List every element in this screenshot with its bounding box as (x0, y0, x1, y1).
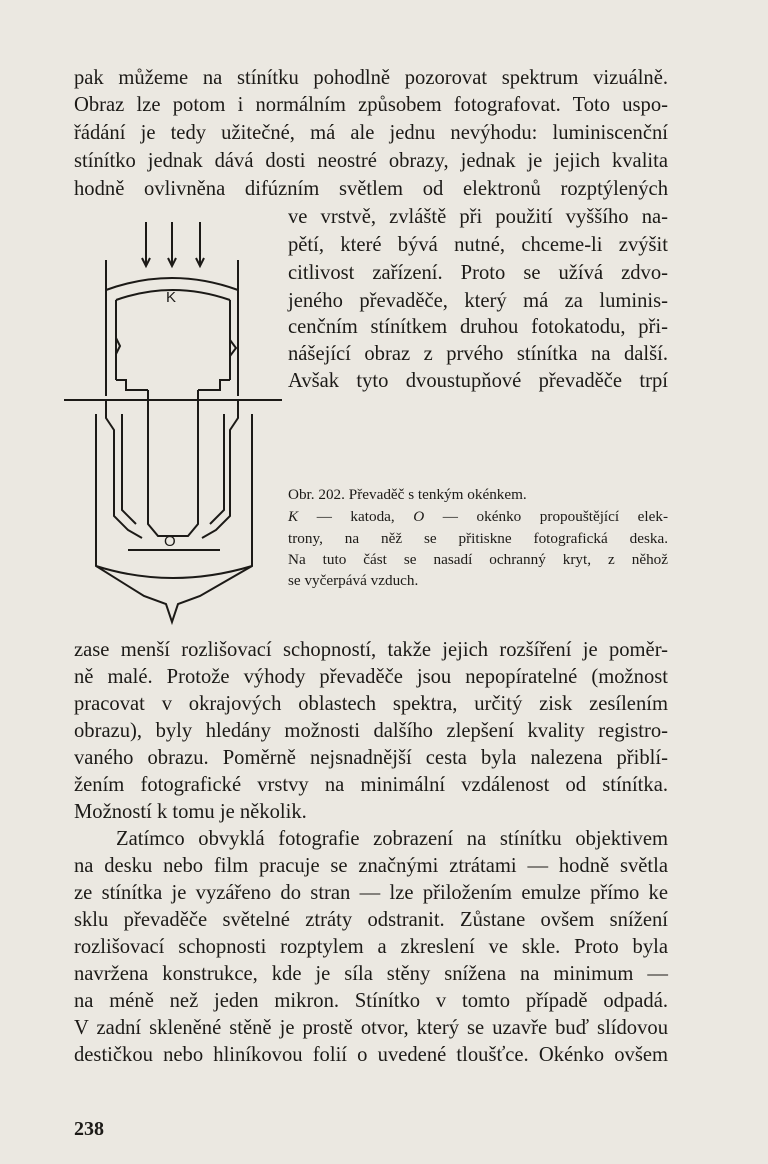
text-line: žením fotografické vrstvy na minimální vzdálenost od stínítka. (74, 774, 668, 796)
text-line: zase menší rozlišovací schopností, takže jejich rozšíření je poměr- (74, 639, 668, 661)
lower-wall-right (202, 400, 238, 538)
text-line: na méně než jeden mikron. Stínítko v tomto případě odpadá. (74, 990, 668, 1012)
text-line: Zatímco obvyklá fotografie zobrazení na stínítku objektivem (116, 828, 668, 850)
text-line: cenčním stínítkem druhou fotokatodu, při- (288, 316, 668, 338)
text-line: rozlišovací schopnosti rozptylem a zkreslení ve skle. Proto byla (74, 936, 668, 958)
caption-line: Na tuto část se nasadí ochranný kryt, z něhož (288, 551, 668, 568)
text-line: pětí, které bývá nutné, chceme-li zvýšit (288, 234, 668, 256)
label-o: O (164, 533, 176, 550)
shoulder-left (116, 380, 148, 390)
text-line: pak můžeme na stínítku pohodlně pozorovat spektrum vizuálně. (74, 67, 668, 89)
text-line: V zadní skleněné stěně je prostě otvor, který se uzavře buď slídovou (74, 1017, 668, 1039)
text-line: hodně ovlivněna difúzním světlem od elektronů rozptýlených (74, 178, 668, 200)
text-line: ze stínítka je vyzářeno do stran — lze přiložením emulze přímo ke (74, 882, 668, 904)
text-line: Možností k tomu je několik. (74, 801, 307, 823)
text-line: sklu převaděče světelné ztráty odstranit. Zůstane ovšem snížení (74, 909, 668, 931)
text-line: obrazu), byly hledány možnosti dalšího zlepšení kvality registro- (74, 720, 668, 742)
lower-wall-left (106, 400, 142, 538)
text-line: na desku nebo film pracuje se značnými ztrátami — hodně světla (74, 855, 668, 877)
text-line: ve vrstvě, zvláště při použití vyššího na- (288, 206, 668, 228)
inner-chamber (148, 390, 198, 536)
text-line: stínítko jednak dává dosti neostré obrazy, jednak je jejich kvalita (74, 150, 668, 172)
text-line: nášející obraz z prvého stínítka na další. (288, 343, 668, 365)
text-line: jeného převaděče, který má za luminis- (288, 290, 668, 312)
text-line: pracovat v okrajových oblastech spektra, určitý zisk zesílením (74, 693, 668, 715)
caption-k-symbol: K (288, 508, 299, 525)
text-line: ně malé. Protože výhody převaděče jsou nepopíratelné (možnost (74, 666, 668, 688)
text-line: Avšak tyto dvoustupňové převaděče trpí (288, 370, 668, 392)
caption-line: trony, na něž se přitiskne fotografická deska. (288, 530, 668, 547)
converter-diagram (62, 218, 284, 646)
caption-line (288, 506, 668, 527)
text-line: destičkou nebo hliníkovou folií o uvedené tloušťce. Okénko ovšem (74, 1044, 668, 1066)
text-line: navržena konstrukce, kde je síla stěny snížena na minimum — (74, 963, 668, 985)
text-line: vaného obrazu. Poměrně nejsnadnější cesta byla nalezena přiblí- (74, 747, 668, 769)
text-line: Obraz lze potom i normálním způsobem fotografovat. Toto uspo- (74, 94, 668, 116)
text-line: citlivost zařízení. Proto se užívá zdvo- (288, 262, 668, 284)
caption-o-symbol: O (413, 508, 425, 525)
lower-wall-left-inner (122, 414, 136, 524)
caption-o-text: — okénko propouštějící elek- (424, 508, 669, 525)
envelope-curve (96, 566, 252, 578)
caption-line: se vyčerpává vzduch. (288, 572, 419, 589)
caption-k-text: — katoda, (298, 508, 414, 525)
shoulder-right (198, 380, 230, 390)
caption-title: Obr. 202. Převaděč s tenkým okénkem. (288, 486, 527, 503)
lower-wall-right-inner (210, 414, 224, 524)
label-k: K (166, 289, 177, 306)
page-number: 238 (74, 1118, 104, 1140)
text-line: řádání je tedy užitečné, má ale jednu nevýhodu: luminiscenční (74, 122, 668, 144)
